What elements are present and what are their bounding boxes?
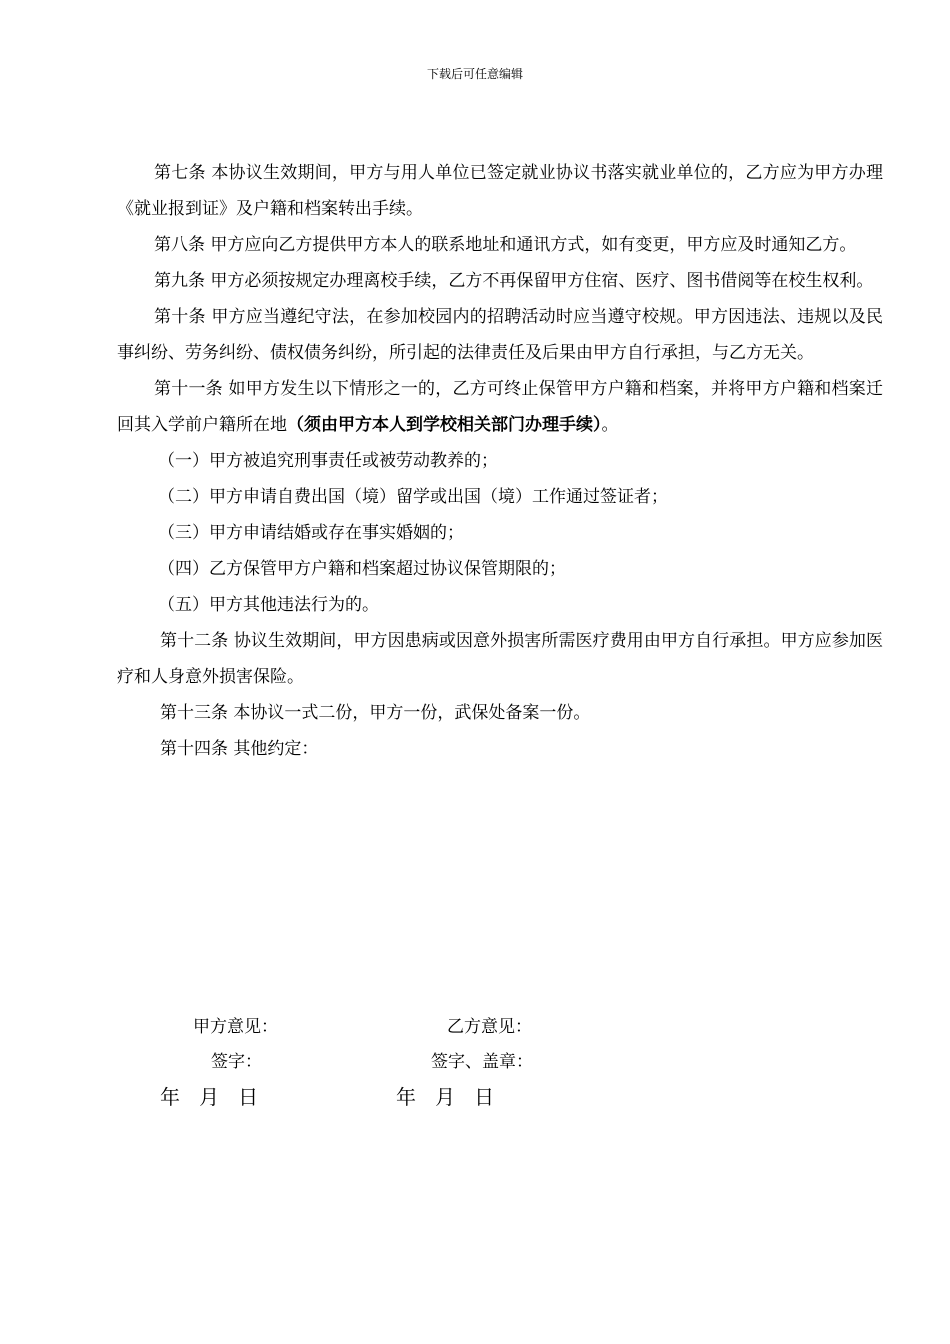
agreement-body	[117, 155, 883, 767]
list-item: （二）甲方申请自费出国（境）留学或出国（境）工作通过签证者；	[158, 487, 668, 507]
party-a-sign-label: 签字：	[211, 1052, 262, 1072]
party-b-date: 年 月 日	[396, 1085, 495, 1109]
article-11-main: 第十一条 如甲方发生以下情形之一的，乙方可终止保管甲方户籍和档案，并将甲方户籍和档案迁回其入学前户籍所在地	[117, 379, 883, 435]
party-b-sign-label: 签字、盖章：	[431, 1052, 533, 1072]
list-item: （五）甲方其他违法行为的。	[158, 595, 379, 615]
page-header: 下载后可任意编辑	[426, 67, 523, 81]
list-item: （一）甲方被追究刑事责任或被劳动教养的；	[158, 451, 498, 471]
article-14: 第十四条 其他约定：	[160, 739, 319, 759]
party-b-opinion-label: 乙方意见：	[447, 1017, 532, 1037]
article-11-end: 。	[601, 415, 619, 435]
article-11-bold-note: （须由甲方本人到学校相关部门办理手续）	[287, 415, 602, 435]
article-12: 第十二条 协议生效期间，甲方因患病或因意外损害所需医疗费用由甲方自行承担。甲方应参加医疗和人身意外损害保险。	[117, 631, 883, 687]
list-item: （三）甲方申请结婚或存在事实婚姻的；	[158, 523, 464, 543]
article-8: 第八条 甲方应向乙方提供甲方本人的联系地址和通讯方式，如有变更，甲方应及时通知乙方。	[154, 235, 857, 255]
article-7: 第七条 本协议生效期间，甲方与用人单位已签定就业协议书落实就业单位的，乙方应为甲方办理《就业报到证》及户籍和档案转出手续。	[117, 163, 883, 219]
party-a-opinion-label: 甲方意见：	[193, 1017, 278, 1037]
article-9: 第九条 甲方必须按规定办理离校手续，乙方不再保留甲方住宿、医疗、图书借阅等在校生权利。	[154, 271, 874, 291]
party-a-date: 年 月 日	[160, 1085, 259, 1109]
article-10: 第十条 甲方应当遵纪守法，在参加校园内的招聘活动时应当遵守校规。甲方因违法、违规以及民事纠纷、劳务纠纷、债权债务纠纷，所引起的法律责任及后果由甲方自行承担，与乙方无关。	[117, 307, 883, 363]
list-item: （四）乙方保管甲方户籍和档案超过协议保管期限的；	[158, 559, 566, 579]
article-13: 第十三条 本协议一式二份，甲方一份，武保处备案一份。	[160, 703, 591, 723]
article-11	[117, 371, 883, 443]
